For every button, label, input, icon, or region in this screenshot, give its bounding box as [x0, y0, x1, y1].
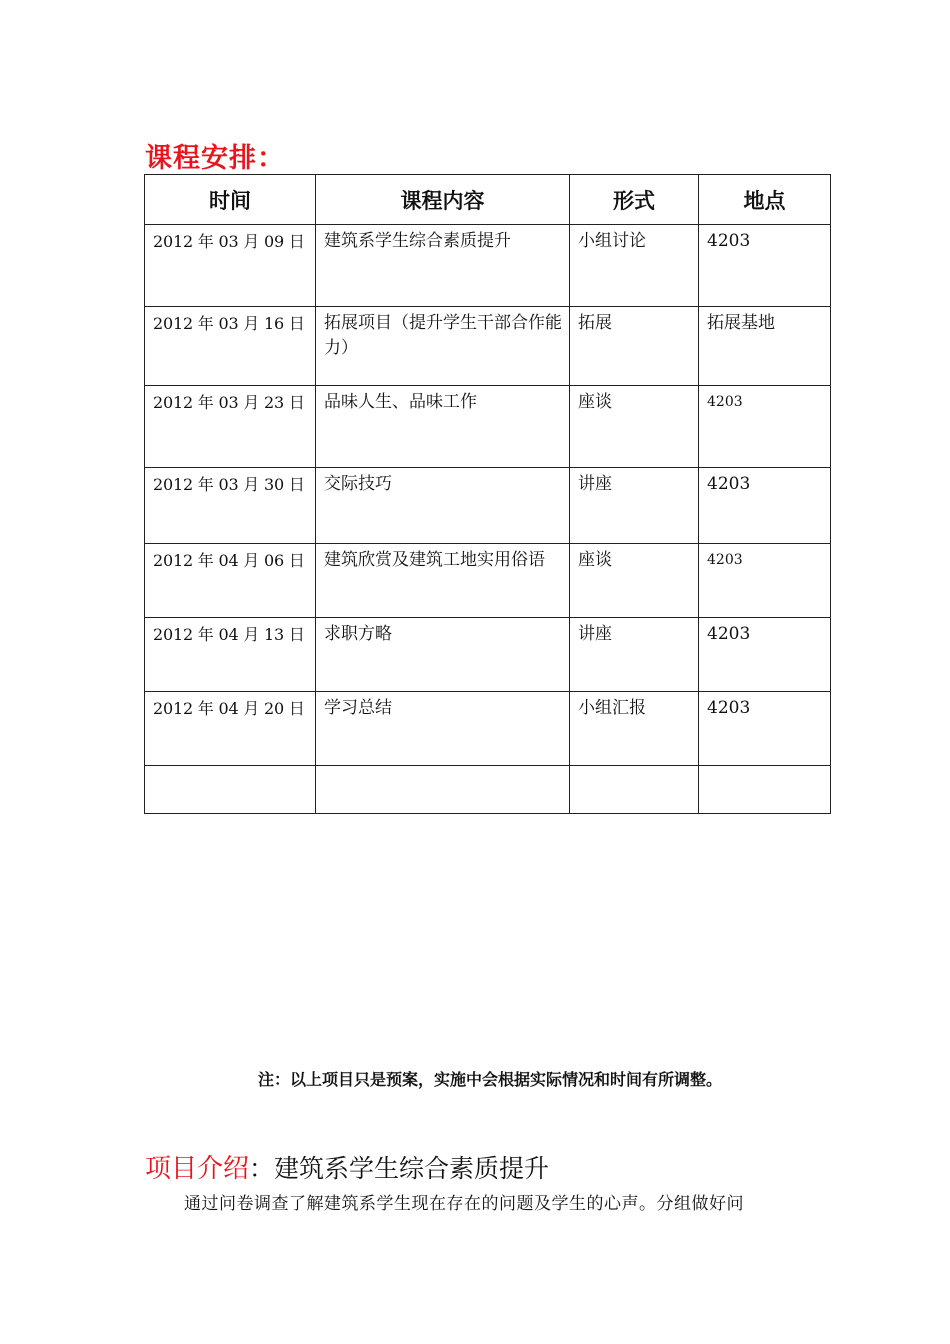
cell-form: 小组讨论 [570, 225, 699, 307]
cell-content [316, 766, 570, 814]
intro-heading [145, 1148, 549, 1185]
cell-content: 拓展项目（提升学生干部合作能力） [316, 307, 570, 386]
cell-form: 小组汇报 [570, 692, 699, 766]
cell-place: 4203 [699, 692, 831, 766]
cell-form: 讲座 [570, 468, 699, 544]
cell-form: 座谈 [570, 544, 699, 618]
table-row [145, 225, 831, 307]
cell-content: 品味人生、品味工作 [316, 386, 570, 468]
table-row [145, 544, 831, 618]
cell-content: 学习总结 [316, 692, 570, 766]
cell-date: 2012 年 04 月 06 日 [145, 544, 316, 618]
cell-date: 2012 年 03 月 09 日 [145, 225, 316, 307]
header-time: 时间 [145, 175, 316, 225]
intro-colon: ： [249, 1154, 275, 1183]
cell-place: 4203 [699, 386, 831, 468]
cell-place: 4203 [699, 544, 831, 618]
intro-body: 通过问卷调查了解建筑系学生现在存在的问题及学生的心声。分组做好问 [184, 1194, 744, 1214]
cell-date: 2012 年 04 月 20 日 [145, 692, 316, 766]
table-row [145, 618, 831, 692]
schedule-title: 课程安排： [145, 143, 285, 174]
cell-content: 求职方略 [316, 618, 570, 692]
table-header-row [145, 175, 831, 225]
table-row [145, 386, 831, 468]
cell-place: 4203 [699, 468, 831, 544]
cell-date: 2012 年 03 月 23 日 [145, 386, 316, 468]
cell-content: 建筑系学生综合素质提升 [316, 225, 570, 307]
cell-date: 2012 年 03 月 30 日 [145, 468, 316, 544]
table-row [145, 307, 831, 386]
intro-label: 项目介绍 [145, 1154, 250, 1184]
header-content: 课程内容 [316, 175, 570, 225]
header-form: 形式 [570, 175, 699, 225]
cell-content: 建筑欣赏及建筑工地实用俗语 [316, 544, 570, 618]
schedule-table [144, 174, 831, 814]
cell-form: 座谈 [570, 386, 699, 468]
cell-place: 拓展基地 [699, 307, 831, 386]
cell-form: 拓展 [570, 307, 699, 386]
intro-topic: 建筑系学生综合素质提升 [274, 1154, 550, 1183]
cell-content: 交际技巧 [316, 468, 570, 544]
cell-form [570, 766, 699, 814]
cell-form: 讲座 [570, 618, 699, 692]
cell-date [145, 766, 316, 814]
cell-date: 2012 年 03 月 16 日 [145, 307, 316, 386]
table-row [145, 468, 831, 544]
cell-date: 2012 年 04 月 13 日 [145, 618, 316, 692]
note-text: 注：以上项目只是预案，实施中会根据实际情况和时间有所调整。 [257, 1070, 722, 1089]
cell-place [699, 766, 831, 814]
table-row [145, 692, 831, 766]
cell-place: 4203 [699, 618, 831, 692]
table-row [145, 766, 831, 814]
header-place: 地点 [699, 175, 831, 225]
cell-place: 4203 [699, 225, 831, 307]
